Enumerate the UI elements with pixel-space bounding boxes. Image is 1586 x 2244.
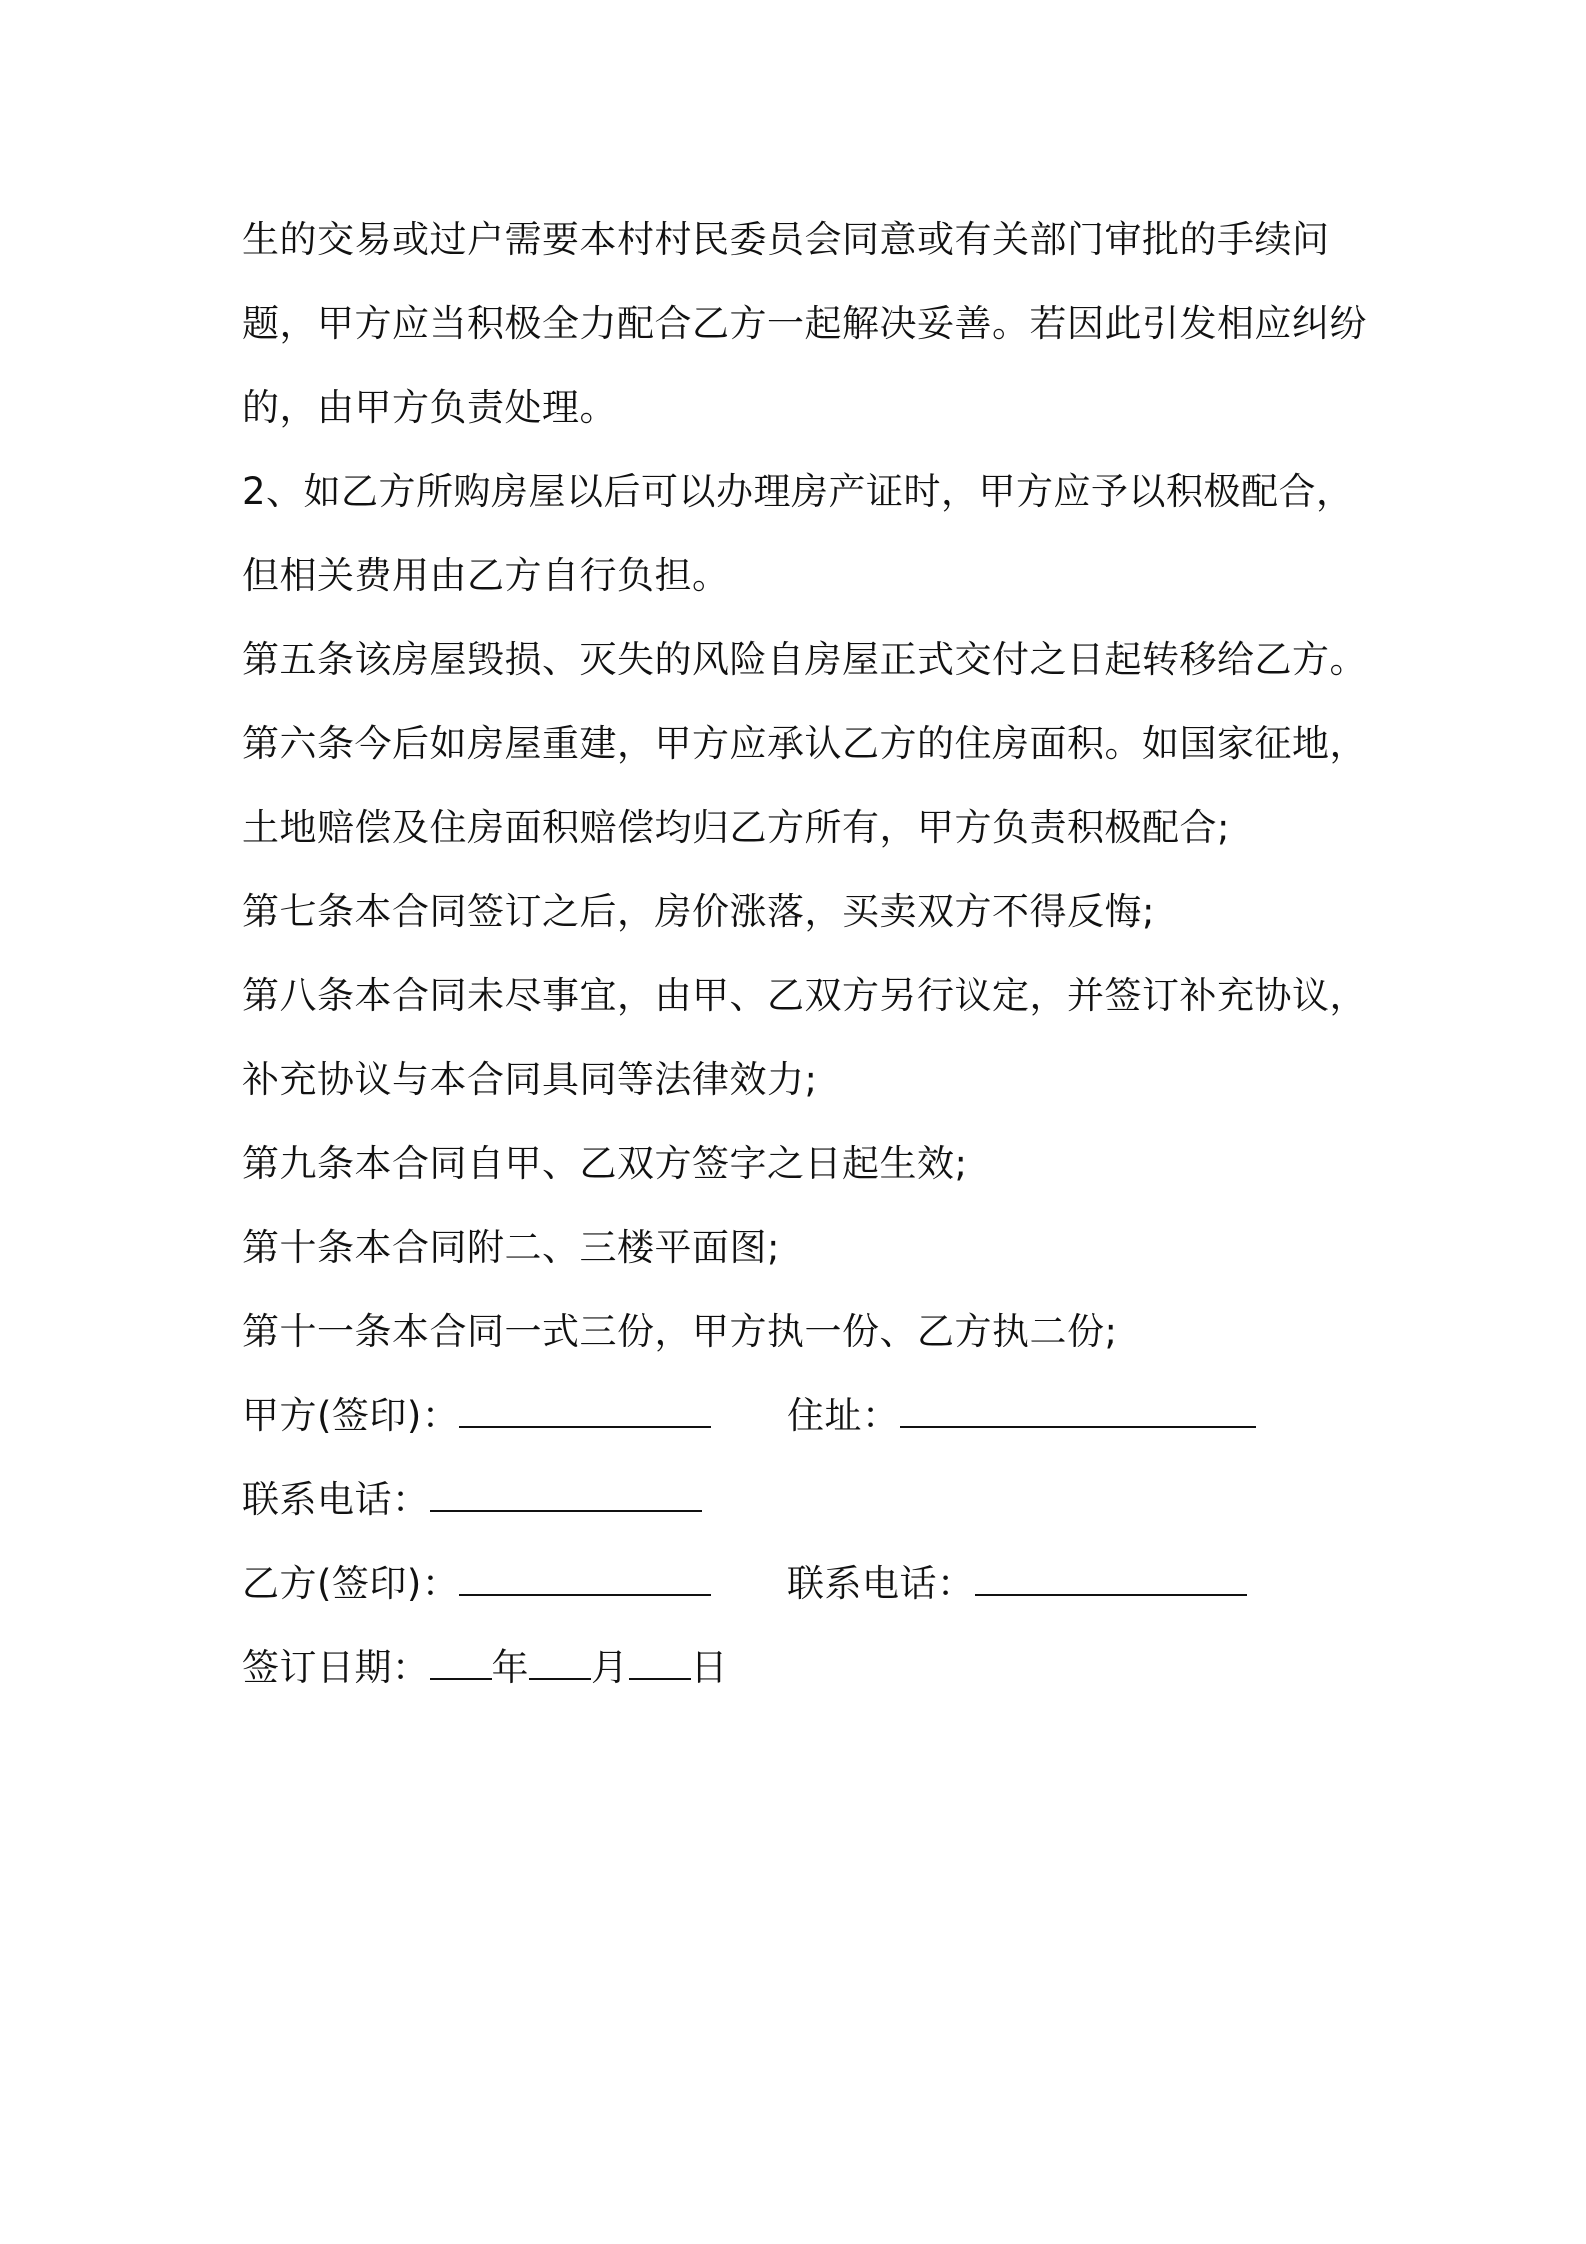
party-a-contact-row	[242, 1458, 1362, 1542]
month-blank	[529, 1650, 591, 1680]
paragraph-line: 2、如乙方所购房屋以后可以办理房产证时，甲方应予以积极配合，	[242, 470, 1354, 513]
party-a-label: 甲方(签印)：	[242, 1394, 460, 1437]
date-label: 签订日期：	[242, 1646, 430, 1689]
address-blank	[900, 1398, 1256, 1428]
party-b-signature-blank	[459, 1566, 711, 1596]
party-a-signature-blank	[459, 1398, 711, 1428]
day-blank	[629, 1650, 691, 1680]
paragraph-line: 题，甲方应当积极全力配合乙方一起解决妥善。若因此引发相应纠纷	[242, 302, 1367, 345]
sign-date-row	[242, 1626, 1362, 1710]
paragraph-line: 第九条本合同自甲、乙双方签字之日起生效;	[242, 1142, 968, 1185]
contact-b-field	[787, 1542, 1247, 1626]
party-a-row	[242, 1374, 1362, 1458]
paragraph-line: 第六条今后如房屋重建，甲方应承认乙方的住房面积。如国家征地，	[242, 722, 1367, 765]
contact-b-blank	[975, 1566, 1247, 1596]
contract-page	[242, 198, 1367, 1710]
paragraph-line: 土地赔偿及住房面积赔偿均归乙方所有，甲方负责积极配合;	[242, 806, 1230, 849]
year-label: 年	[491, 1646, 529, 1689]
paragraph-line: 生的交易或过户需要本村村民委员会同意或有关部门审批的手续问	[242, 218, 1330, 261]
party-b-label: 乙方(签印)：	[242, 1562, 460, 1605]
address-field	[787, 1374, 1256, 1458]
paragraph-line: 第八条本合同未尽事宜，由甲、乙双方另行议定，并签订补充协议，	[242, 974, 1367, 1017]
contact-b-label: 联系电话：	[787, 1562, 975, 1605]
year-blank	[430, 1650, 492, 1680]
paragraph-line: 第十条本合同附二、三楼平面图;	[242, 1226, 780, 1269]
party-b-row	[242, 1542, 1362, 1626]
day-label: 日	[690, 1646, 728, 1689]
contact-a-blank	[430, 1482, 702, 1512]
paragraph-line: 第十一条本合同一式三份，甲方执一份、乙方执二份;	[242, 1310, 1118, 1353]
address-label: 住址：	[787, 1394, 900, 1437]
paragraph-line: 的，由甲方负责处理。	[242, 386, 617, 429]
paragraph-line: 但相关费用由乙方自行负担。	[242, 554, 730, 597]
contact-a-label: 联系电话：	[242, 1478, 430, 1521]
paragraph-line: 第七条本合同签订之后，房价涨落，买卖双方不得反悔;	[242, 890, 1155, 933]
paragraph-line: 补充协议与本合同具同等法律效力;	[242, 1058, 818, 1101]
paragraph-line: 第五条该房屋毁损、灭失的风险自房屋正式交付之日起转移给乙方。	[242, 638, 1367, 681]
month-label: 月	[591, 1646, 629, 1689]
